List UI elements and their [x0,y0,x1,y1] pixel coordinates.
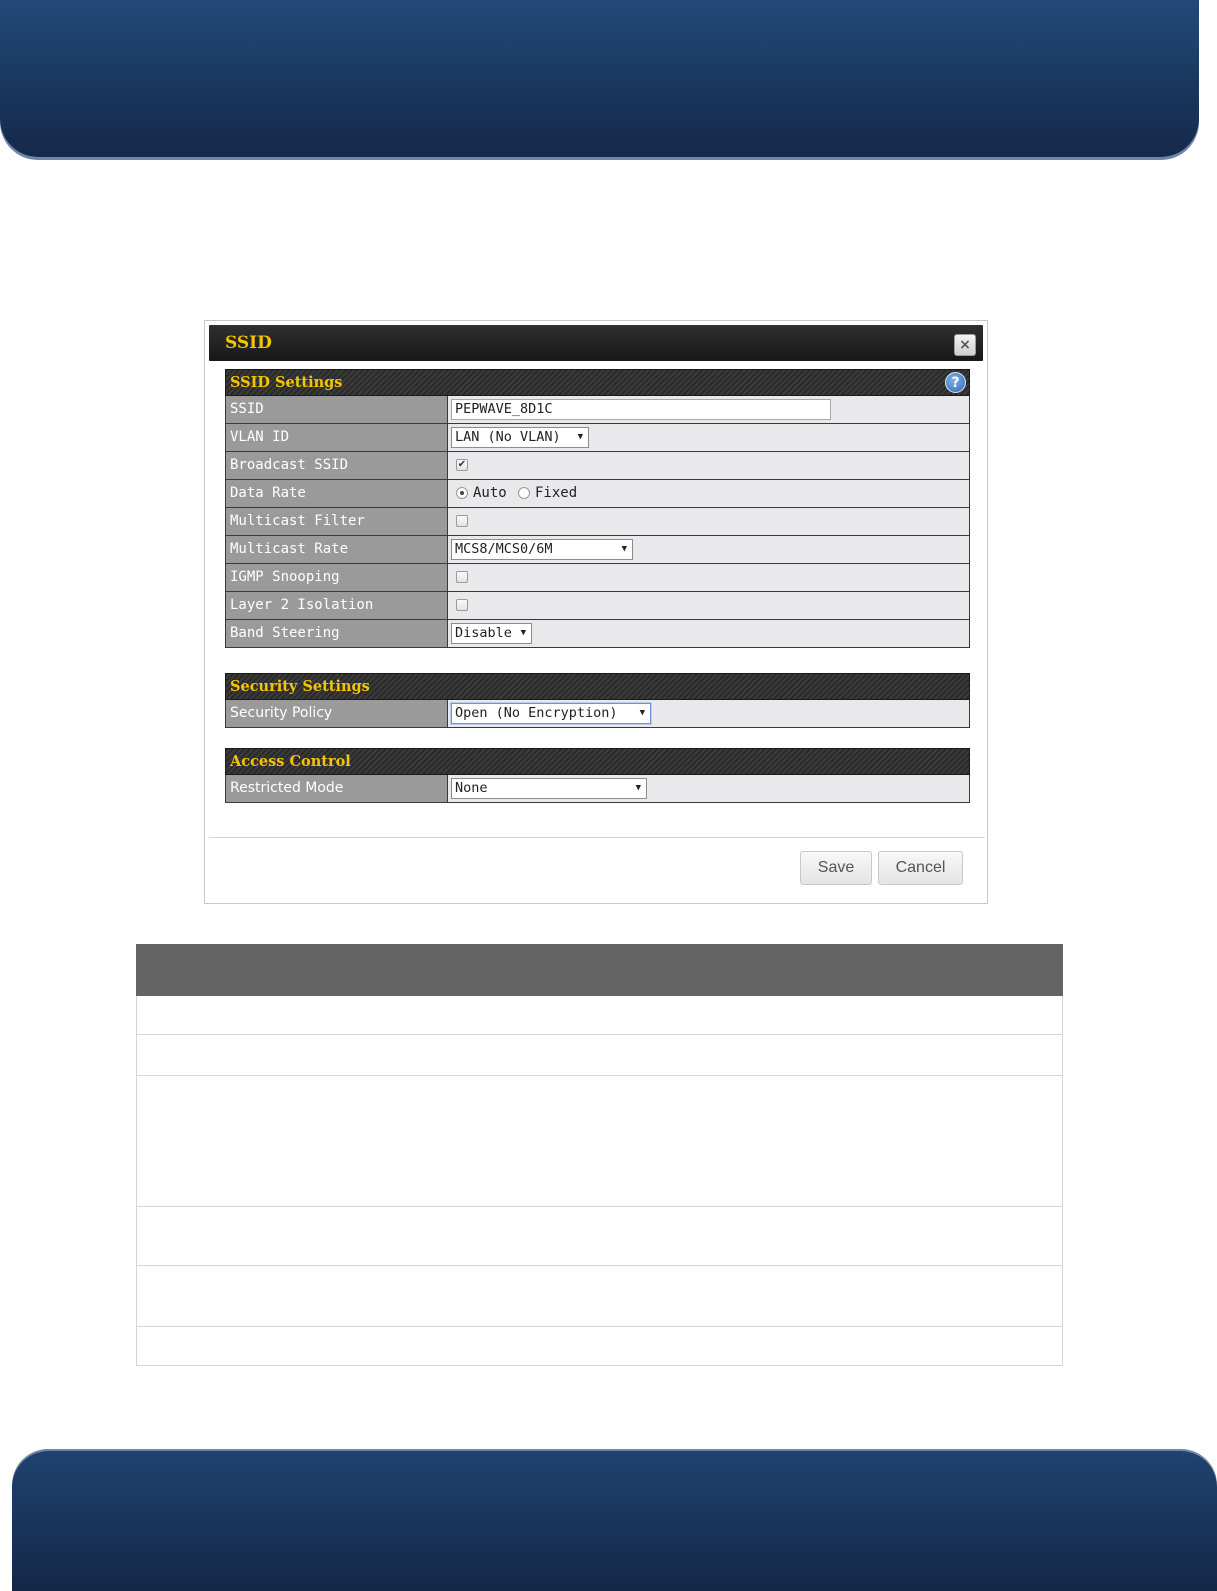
vlan-id-select[interactable] [451,427,589,448]
dialog-header [209,325,983,361]
band-steering-value: Disable [455,625,512,641]
table-row [136,996,1063,1035]
ssid-settings-section [225,369,970,648]
restricted-mode-value: None [455,780,488,796]
security-settings-section [225,673,970,728]
access-control-section [225,748,970,803]
band-steering-label: Band Steering [226,620,448,647]
dropdown-arrow-icon: ▼ [520,628,526,638]
footer-divider [209,837,985,838]
row-band-steering [225,620,970,648]
dropdown-arrow-icon: ▼ [639,708,645,718]
ssid-dialog [204,320,988,904]
row-broadcast-ssid [225,452,970,480]
vlan-id-label: VLAN ID [226,424,448,451]
dialog-title: SSID [225,333,272,353]
layer2-isolation-label: Layer 2 Isolation [226,592,448,619]
section-title: SSID Settings [230,374,343,391]
cancel-button[interactable]: Cancel [878,851,963,885]
security-policy-select[interactable] [451,703,651,724]
section-header [225,673,970,700]
data-rate-label: Data Rate [226,480,448,507]
igmp-snooping-checkbox[interactable] [456,571,468,583]
dropdown-arrow-icon: ▼ [577,432,583,442]
multicast-rate-label: Multicast Rate [226,536,448,563]
row-security-policy [225,700,970,728]
close-icon[interactable]: × [954,334,976,356]
layer2-isolation-checkbox[interactable] [456,599,468,611]
vlan-id-value: LAN (No VLAN) [455,429,561,445]
multicast-filter-label: Multicast Filter [226,508,448,535]
data-rate-auto-radio[interactable] [456,487,468,499]
data-rate-fixed-radio[interactable] [518,487,530,499]
top-banner [0,0,1199,157]
row-vlan-id [225,424,970,452]
table-row [136,1327,1063,1366]
table-row [136,1035,1063,1076]
data-rate-auto-label: Auto [473,485,507,501]
help-icon[interactable]: ? [945,372,966,393]
section-title: Access Control [230,753,351,770]
dropdown-arrow-icon: ▼ [621,544,627,554]
row-data-rate [225,480,970,508]
section-header [225,369,970,396]
band-steering-select[interactable] [451,623,532,644]
save-button[interactable]: Save [800,851,872,885]
row-restricted-mode [225,775,970,803]
row-igmp-snooping [225,564,970,592]
security-policy-label: Security Policy [226,700,448,727]
ssid-input[interactable]: PEPWAVE_8D1C [451,399,831,420]
section-header [225,748,970,775]
table-header [136,944,1063,996]
row-multicast-rate [225,536,970,564]
broadcast-ssid-label: Broadcast SSID [226,452,448,479]
table-row [136,1266,1063,1327]
table-row [136,1207,1063,1266]
restricted-mode-select[interactable] [451,778,647,799]
multicast-filter-checkbox[interactable] [456,515,468,527]
ssid-label: SSID [226,396,448,423]
broadcast-ssid-checkbox[interactable]: ✔ [457,459,467,470]
igmp-snooping-label: IGMP Snooping [226,564,448,591]
table-row [136,1076,1063,1207]
row-layer2-isolation [225,592,970,620]
security-policy-value: Open (No Encryption) [455,705,618,721]
data-rate-fixed-label: Fixed [535,485,578,501]
multicast-rate-select[interactable] [451,539,633,560]
bottom-banner [12,1451,1217,1591]
row-ssid [225,396,970,424]
description-table [136,944,1063,1366]
dropdown-arrow-icon: ▼ [635,783,641,793]
section-title: Security Settings [230,678,370,695]
multicast-rate-value: MCS8/MCS0/6M [455,541,553,557]
restricted-mode-label: Restricted Mode [226,775,448,802]
row-multicast-filter [225,508,970,536]
